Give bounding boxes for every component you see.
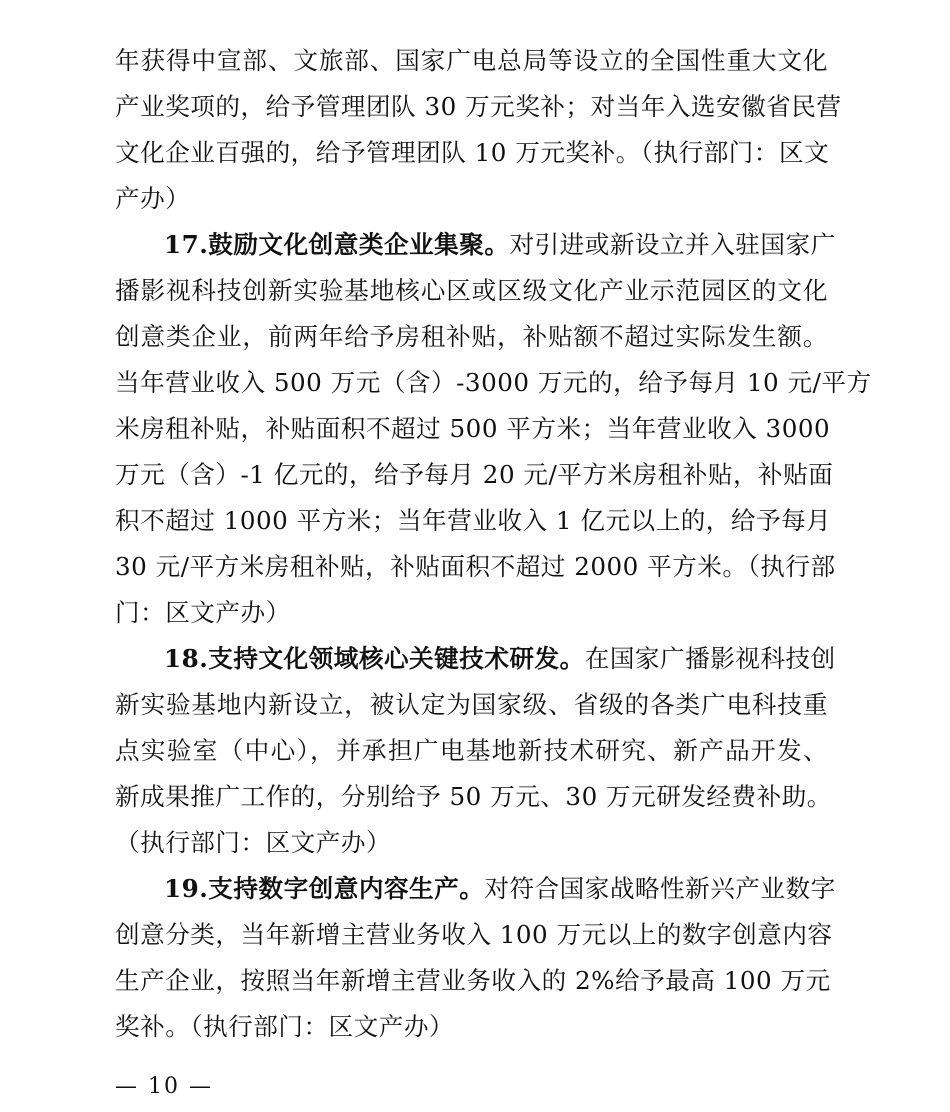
text-line: 创意分类，当年新增主营业务收入 100 万元以上的数字创意内容 — [115, 920, 833, 949]
page-number: — 10 — — [115, 1074, 213, 1099]
text-line: 奖补。（执行部门：区文产办） — [115, 1012, 455, 1041]
text-line: 积不超过 1000 平方米；当年营业收入 1 亿元以上的，给予每月 — [115, 506, 832, 535]
text-line: 30 元/平方米房租补贴，补贴面积不超过 2000 平方米。（执行部 — [115, 552, 836, 581]
text-line: 点实验室（中心），并承担广电基地新技术研究、新产品开发、 — [115, 736, 828, 765]
paragraph-first-line — [115, 636, 836, 682]
text-line: 米房租补贴，补贴面积不超过 500 平方米；当年营业收入 3000 — [115, 414, 831, 443]
text-line: 新成果推广工作的，分别给予 50 万元、30 万元研发经费补助。 — [115, 782, 832, 811]
text-line: 创意类企业，前两年给予房租补贴，补贴额不超过实际发生额。 — [115, 322, 828, 351]
item-number: 19. — [164, 874, 209, 903]
text-line: 新实验基地内新设立，被认定为国家级、省级的各类广电科技重 — [115, 690, 828, 719]
text-line: 文化企业百强的，给予管理团队 10 万元奖补。（执行部门：区文 — [115, 138, 830, 167]
text-line: 播影视科技创新实验基地核心区或区级文化产业示范园区的文化 — [115, 276, 828, 305]
item-number: 17. — [164, 230, 209, 259]
item-heading: 支持数字创意内容生产。 — [208, 874, 485, 903]
text-line: 产业奖项的，给予管理团队 30 万元奖补；对当年入选安徽省民营 — [115, 92, 842, 121]
document-body — [115, 38, 872, 1050]
paragraph-16-continuation — [115, 38, 842, 222]
text-line: 生产企业，按照当年新增主营业务收入的 2%给予最高 100 万元 — [115, 966, 831, 995]
text-segment: 在国家广播影视科技创 — [584, 644, 836, 673]
text-line: 门：区文产办） — [115, 598, 291, 627]
item-heading: 支持文化领域核心关键技术研发。 — [208, 644, 585, 673]
paragraph-17 — [115, 222, 872, 636]
paragraph-first-line — [115, 222, 836, 268]
text-line: （执行部门：区文产办） — [115, 828, 392, 857]
text-line: 年获得中宣部、文旅部、国家广电总局等设立的全国性重大文化 — [115, 46, 828, 75]
text-line: 产办） — [115, 184, 191, 213]
text-segment: 对引进或新设立并入驻国家广 — [509, 230, 836, 259]
paragraph-first-line — [115, 866, 836, 912]
paragraph-19 — [115, 866, 836, 1050]
item-heading: 鼓励文化创意类企业集聚。 — [208, 230, 510, 259]
text-segment: 对符合国家战略性新兴产业数字 — [484, 874, 836, 903]
item-number: 18. — [164, 644, 209, 673]
text-line: 当年营业收入 500 万元（含）-3000 万元的，给予每月 10 元/平方 — [115, 368, 872, 397]
text-line: 万元（含）-1 亿元的，给予每月 20 元/平方米房租补贴，补贴面 — [115, 460, 834, 489]
paragraph-18 — [115, 636, 836, 866]
